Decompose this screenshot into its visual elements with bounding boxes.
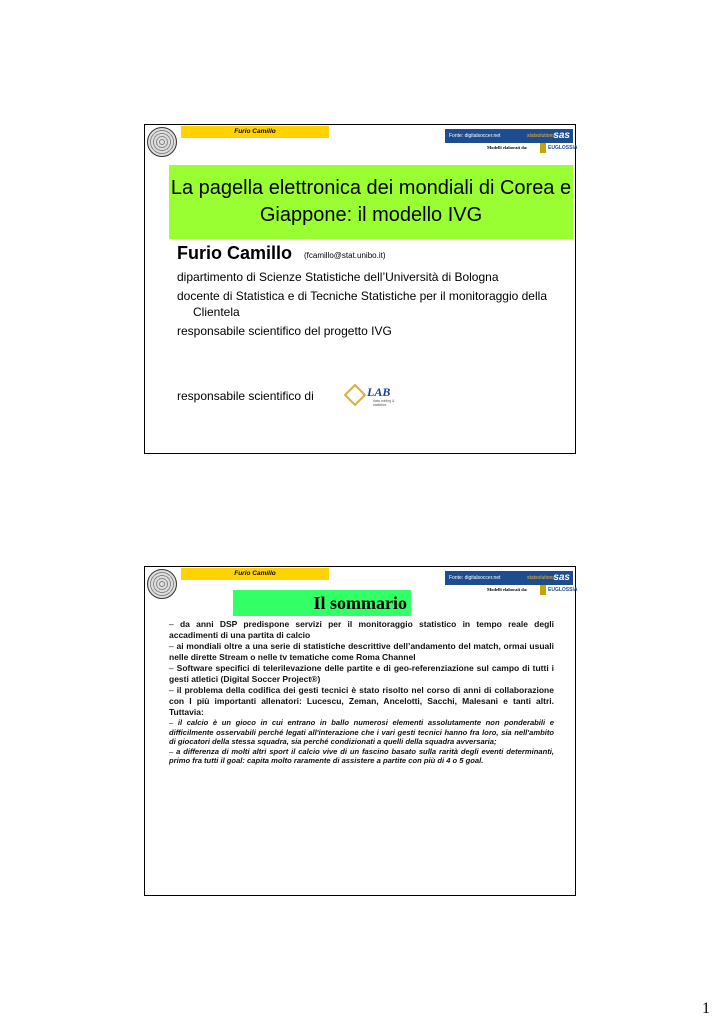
summary-item (169, 619, 554, 641)
models-label: Modelli elaborati da: (487, 145, 528, 150)
lab-logo-text: LAB (367, 385, 391, 399)
sas-logo: sas (553, 130, 570, 141)
summary-text: Software specifici di telerilevazione delle partite e di geo-referenziazione sul campo di tutti i gesti atletici (Digital Soccer Project®) (169, 663, 554, 684)
info-list (177, 269, 557, 342)
diamond-icon (344, 384, 367, 407)
dash: – (169, 746, 174, 756)
slide-1 (144, 124, 576, 454)
summary-subtext: il calcio è un gioco in cui entrano in ballo numerosi elementi assolutamente non ponderabili e difficilmente osservabili perché legati all'interazione che i vari gesti tecnici hanno fra loro, sia nell'ambito di giocatori della stessa squadra, sia perché condizionati a quelli della squadra avversaria; (169, 718, 554, 747)
slide-2 (144, 566, 576, 896)
university-seal-icon (147, 569, 177, 599)
university-seal-icon (147, 127, 177, 157)
euglossia-logo: EUGLOSSIA (540, 585, 574, 595)
dash: – (169, 619, 174, 629)
summary-item (169, 685, 554, 718)
summary-item (169, 641, 554, 663)
lab-logo (345, 383, 403, 409)
lab-logo-sub: data mining & statistics (373, 399, 395, 407)
info-item: docente di Statistica e di Tecniche Statistiche per il monitoraggio della Clientela (177, 289, 547, 319)
slide-title: La pagella elettronica dei mondiali di Corea e Giappone: il modello IVG (169, 165, 573, 239)
info-item: responsabile scientifico del progetto IVG (177, 324, 392, 338)
summary-text: il problema della codifica dei gesti tecnici è stato risolto nel corso di anni di collaborazione con I più importanti allenatori: Lucescu, Zeman, Ancelotti, Sacchi, Malesani e tanti altri. Tuttavia: (169, 685, 554, 717)
author-bar: Furio Camillo (181, 126, 329, 138)
summary-list (169, 619, 554, 766)
dash: – (169, 685, 174, 695)
summary-text: da anni DSP predispone servizi per il monitoraggio statistico in tempo reale degli accadimenti di una partita di calcio (169, 619, 554, 640)
euglossia-logo: EUGLOSSIA (540, 143, 574, 153)
dash: – (169, 663, 174, 673)
info-item: dipartimento di Scienze Statistiche dell’Università di Bologna (177, 270, 499, 284)
author-email: (fcamillo@stat.unibo.it) (304, 251, 386, 260)
author-name: Furio Camillo (177, 243, 293, 263)
summary-subtext: a differenza di molti altri sport il calcio vive di un fascino basato sulla rarità degli eventi determinanti, primo fra tutti il goal: capita molto raramente di assistere a partite con più di 4 o 5 goal. (169, 746, 554, 766)
sas-logo: sas (553, 572, 570, 583)
summary-text: ai mondiali oltre a una serie di statistiche descrittive dell’andamento del match, ormai usuali nelle dirette Stream o nelle tv tematiche come Roma Channel (169, 641, 554, 662)
source-bar (445, 129, 573, 143)
partner-logo: statsolutions (527, 133, 555, 139)
source-text: Fonte: digitalsoccer.net (449, 133, 501, 139)
summary-subitem (169, 718, 554, 747)
page-number: 1 (702, 1000, 710, 1017)
models-label: Modelli elaborati da: (487, 587, 528, 592)
summary-subitem (169, 747, 554, 766)
slide-title: Il sommario (233, 590, 411, 616)
partner-logo: statsolutions (527, 575, 555, 581)
lab-line: responsabile scientifico di (177, 389, 314, 403)
source-bar (445, 571, 573, 585)
summary-item (169, 663, 554, 685)
author-bar: Furio Camillo (181, 568, 329, 580)
dash: – (169, 718, 174, 727)
dash: – (169, 641, 174, 651)
source-text: Fonte: digitalsoccer.net (449, 575, 501, 581)
